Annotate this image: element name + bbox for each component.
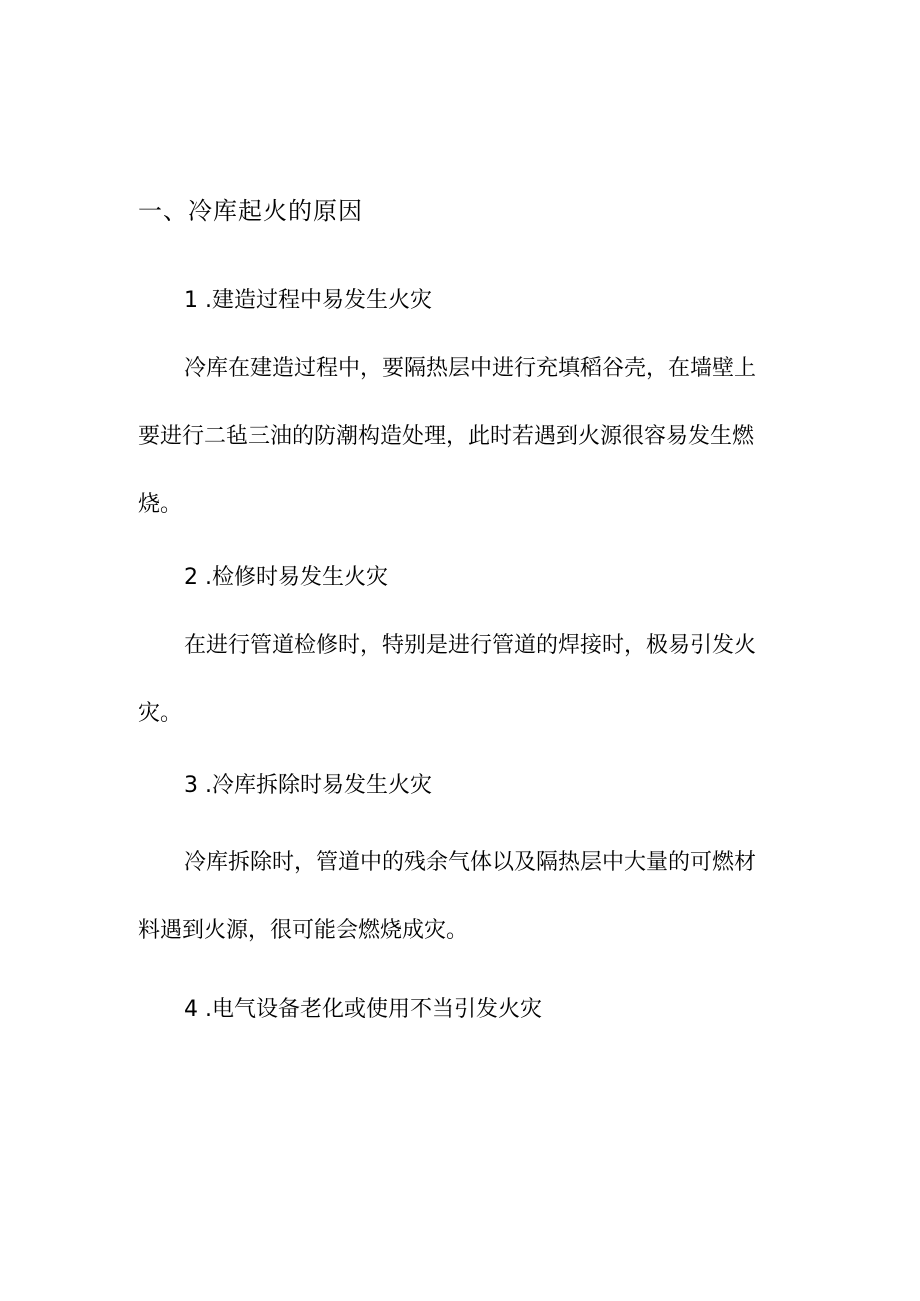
item-1-line-3: 烧。 — [138, 492, 183, 517]
item-3-paragraph — [138, 829, 788, 965]
item-2-line-2: 灾。 — [138, 701, 183, 726]
item-1-line-1: 冷库在建造过程中，要隔热层中进行充填稻谷壳，在墙壁上 — [184, 356, 757, 381]
item-3-heading: 3 .冷库拆除时易发生火灾 — [184, 773, 432, 798]
item-2-paragraph — [138, 612, 788, 748]
item-1-line-2: 要进行二毡三油的防潮构造处理，此时若遇到火源很容易发生燃 — [138, 424, 755, 449]
section-title: 一、冷库起火的原因 — [138, 197, 363, 225]
item-3-line-2: 料遇到火源，很可能会燃烧成灾。 — [138, 918, 469, 943]
item-2-line-1: 在进行管道检修时，特别是进行管道的焊接时，极易引发火 — [184, 633, 757, 658]
item-2-heading: 2 .检修时易发生火灾 — [184, 565, 388, 590]
item-1-paragraph — [138, 335, 788, 539]
item-1-heading: 1 .建造过程中易发生火灾 — [184, 288, 432, 313]
item-3-line-1: 冷库拆除时，管道中的残余气体以及隔热层中大量的可燃材 — [184, 850, 757, 875]
item-4-heading: 4 .电气设备老化或使用不当引发火灾 — [184, 997, 542, 1022]
